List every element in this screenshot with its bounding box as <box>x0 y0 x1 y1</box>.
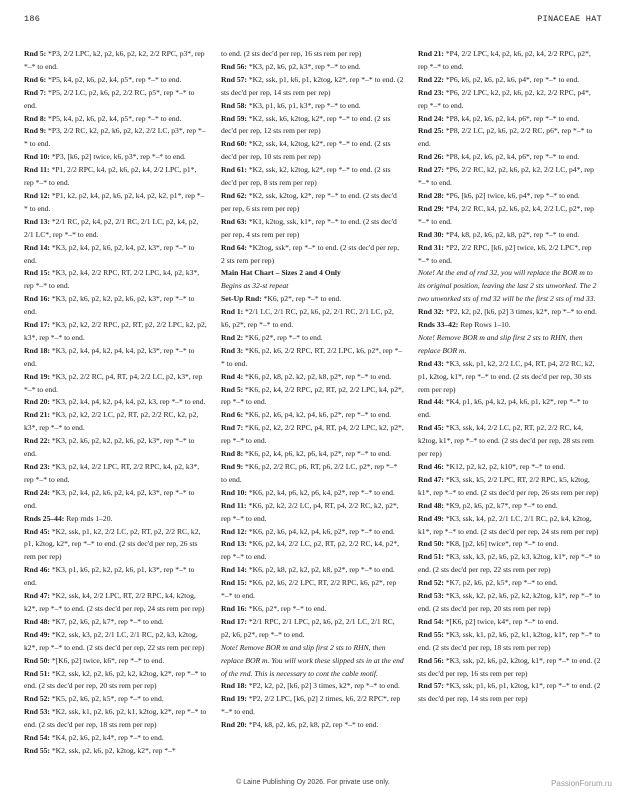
instruction-line <box>418 538 601 551</box>
instruction-line <box>24 693 207 706</box>
round-text: Rep Rows 1–10. <box>458 320 511 330</box>
round-label: Rnd 48: <box>418 500 444 510</box>
instruction-line <box>418 48 601 74</box>
round-text: *[K6, p2] twice, k6*, rep *–* to end. <box>49 655 165 665</box>
instruction-line <box>221 74 404 100</box>
instruction-line <box>418 590 601 616</box>
instruction-line <box>24 461 207 487</box>
instruction-line <box>418 500 601 513</box>
round-text: *K3, p2, k2, 2/2 RPC, p2, RT, p2, 2/2 LPC, k2, p2, k3*, rep *–* to end. <box>24 320 207 342</box>
round-label: Rnd 8: <box>24 113 47 123</box>
instruction-line <box>418 461 601 474</box>
round-text: *P2, k2, p2, [k6, p2] 3 times, k2*, rep *–* to end. <box>443 307 597 317</box>
instruction-line <box>24 732 207 745</box>
round-label: Rnd 52: <box>24 694 50 704</box>
round-text: *P3, [k6, p2] twice, k6, p3*, rep *–* to end. <box>49 152 186 162</box>
round-text: *K6, p2, k6, 2/2 RPC, RT, 2/2 LPC, k6, p2*, rep *–* to end. <box>221 345 403 368</box>
round-label: Rnd 1: <box>221 307 244 317</box>
instruction-line <box>221 616 404 642</box>
instruction-line <box>221 461 404 487</box>
round-label: Rnds 25–44: <box>24 513 65 523</box>
round-text: *K2, ssk, k3, p2, 2/1 LC, 2/1 RC, p2, k3, k2tog, k2*, rep *–* to end. (2 sts dec'd per rep, 22 sts rem per rep) <box>24 629 205 652</box>
instruction-line <box>418 358 601 397</box>
instruction-line <box>418 203 601 229</box>
round-text: *P4, k8, p2, k6, p2, k8, p2, rep *–* to end. <box>246 720 379 730</box>
round-text: *K6, p2, k6, p4, k2, p4, k6, p2*, rep *–* to end. <box>246 526 395 536</box>
round-text: *K2, ssk, k4, k2tog, k2*, rep *–* to end. (2 sts dec'd per rep, 10 sts rem per rep) <box>221 139 391 162</box>
instruction-line <box>221 693 404 719</box>
round-label: Rnd 26: <box>418 152 444 162</box>
instruction-line <box>221 190 404 216</box>
round-label: Rnd 45: <box>418 423 444 433</box>
instruction-line <box>221 577 404 603</box>
round-text: *K3, ssk, k4, 2/2 LC, p2, RT, p2, 2/2 RC, k4, k2tog, k1*, rep *–* to end. (2 sts dec'd per rep, 28 sts rem per rep) <box>418 423 594 459</box>
instruction-line <box>24 345 207 371</box>
round-label: Rnd 4: <box>221 371 244 381</box>
instruction-line <box>221 293 404 306</box>
round-label: Rnd 5: <box>24 49 47 58</box>
instruction-line <box>418 242 601 268</box>
round-text: *K4, p1, k6, p4, k2, p4, k6, p1, k2*, rep *–* to end. <box>418 397 589 420</box>
column-left <box>24 48 207 758</box>
round-label: Rnd 16: <box>221 603 247 613</box>
round-label: Rnd 19: <box>221 694 247 704</box>
round-text: *K12, p2, k2, p2, k10*, rep *–* to end. <box>443 462 566 471</box>
round-label: Rnd 18: <box>221 681 247 691</box>
round-text: *K3, p2, 2/2 RC, p4, RT, p4, 2/2 LC, p2, k3*, rep *–* to end. <box>24 371 203 394</box>
instruction-line <box>24 48 207 74</box>
instruction-line <box>221 526 404 539</box>
instruction-line <box>24 487 207 513</box>
round-text: *K3, p2, k4, p4, k2, p4, k4, p2, k3*, rep *–* to end. <box>24 345 195 368</box>
instruction-note: Note! At the end of rnd 32, you will replace the BOR m to its original position, leaving the last 2 sts unworked. The 2 two unworked sts of rnd 32 will be the first 2 sts of rnd 33. <box>418 268 597 304</box>
round-text: *P6, [k6, p2] twice, k6, p4*, rep *–* to end. <box>443 190 580 200</box>
instruction-line <box>221 164 404 190</box>
round-label: Rnd 18: <box>24 345 50 355</box>
round-label: Rnd 58: <box>221 100 247 110</box>
round-text: *K6, p2*, rep *–* to end. <box>261 294 342 304</box>
round-text: *K6, p2, 2/2 RC, p6, RT, p6, 2/2 LC, p2*, rep *–* to end. <box>221 462 398 484</box>
round-text: *K5, p2, k6, p2, k5*, rep *–* to end. <box>49 694 164 704</box>
round-label: Rnd 14: <box>24 242 50 252</box>
round-text: *K3, p1, k6, p1, k3*, rep *–* to end. <box>246 100 361 110</box>
round-text: *K2, ssk, k2, k2tog, k2*, rep *–* to end. (2 sts dec'd per rep, 8 sts rem per rep) <box>221 165 391 188</box>
round-label: Rnd 32: <box>418 307 444 317</box>
instruction-line <box>24 564 207 590</box>
round-text: *K6, p2, k4, 2/2 LC, p2, RT, p2, 2/2 RC, k4, p2*, rep *–* to end. <box>221 539 400 562</box>
round-label: Rnd 11: <box>221 500 247 510</box>
round-text: *K3, ssk, p1, k6, p1, k2tog, k1*, rep *–* to end. (2 sts dec'd per rep, 14 sts rem per rep) <box>418 681 601 704</box>
round-text: *P6, 2/2 RC, k2, p2, k6, p2, k2, 2/2 LC, p4*, rep *–* to end. <box>418 165 594 188</box>
round-text: *P2, 2/2 LPC, [k6, p2] 2 times, k6, 2/2 RPC*, rep *–* to end. <box>221 694 401 717</box>
round-text: *K2, ssk, k1, p2, k6, p2, k1, k2tog, k2*, rep *–* to end. (2 sts dec'd per rep, 18 sts rem per rep) <box>24 707 207 730</box>
round-label: Rnd 47: <box>24 591 50 601</box>
round-label: Rnd 54: <box>418 616 444 626</box>
round-text: *P5, k4, p2, k6, p2, k4, p5*, rep *–* to end. <box>46 113 182 123</box>
round-label: Rnd 28: <box>418 190 444 200</box>
round-text: to end. (2 sts dec'd per rep, 16 sts rem per rep) <box>221 49 362 58</box>
round-label: Rnd 17: <box>24 320 50 330</box>
instruction-line <box>221 100 404 113</box>
round-text: *K9, p2, k6, p2, k7*, rep *–* to end. <box>443 500 558 510</box>
round-text: *K2, ssk, k6, k2tog, k2*, rep *–* to end. (2 sts dec'd per rep, 12 sts rem per rep) <box>221 113 391 136</box>
instruction-line <box>221 680 404 693</box>
round-text: *K3, ssk, k5, 2/2 LPC, RT, 2/2 RPC, k5, k2tog, k1*, rep *–* to end. (2 sts dec'd per rep, 26 sts rem per rep) <box>418 474 599 497</box>
round-label: Rnd 9: <box>24 126 47 136</box>
round-label: Rnd 57: <box>221 74 247 84</box>
round-text: *P4, k8, p2, k6, p2, k8, p2*, rep *–* to end. <box>443 229 580 239</box>
round-text: *K3, p2, k6, p2, k2, p2, k6, p2, k3*, rep *–* to end. <box>24 294 195 317</box>
round-text: *K6, p2, k2, 2/2 RPC, p4, RT, p4, 2/2 LPC, k2, p2*, rep *–* to end. <box>221 423 404 446</box>
round-text: *P4, 2/2 LPC, k4, p2, k6, p2, k4, 2/2 RPC, p2*, rep *–* to end. <box>418 49 591 71</box>
round-label: Rnd 7: <box>24 87 47 97</box>
section-heading: Main Hat Chart – Sizes 2 and 4 Only <box>221 268 341 278</box>
instruction-line <box>24 396 207 409</box>
instruction-line <box>418 151 601 164</box>
round-text: *K6, p2, k4, p6, k2, p6, k4, p2*, rep *–* to end. <box>243 449 392 459</box>
instruction-note: Note! Remove BOR m and slip first 2 sts to RHN, then replace BOR m. You will work these slipped sts in at the end of the rnd. This is necessary to cont the cable motif. <box>221 642 404 678</box>
instruction-line <box>221 371 404 384</box>
round-text: *P8, k4, p2, k6, p2, k4, p6*, rep *–* to end. <box>443 113 580 123</box>
round-label: Rnd 3: <box>221 345 244 355</box>
instruction-line <box>221 332 404 345</box>
round-label: Rnd 20: <box>221 720 247 730</box>
round-label: Rnd 11: <box>24 165 50 175</box>
round-label: Rnd 12: <box>24 190 50 200</box>
round-text: *[K6, p2] twice, k4*, rep *–* to end. <box>443 616 559 626</box>
round-label: Rnd 24: <box>418 113 444 123</box>
instruction-line <box>418 319 601 332</box>
round-label: Rnd 48: <box>24 616 50 626</box>
instruction-line <box>418 422 601 461</box>
round-label: Rnd 55: <box>418 629 444 639</box>
instruction-line <box>24 125 207 151</box>
instruction-line <box>24 164 207 190</box>
round-text: *K6, p2, k4, p6, k2, p6, k4, p2*, rep *–* to end. <box>246 487 395 497</box>
instruction-line <box>418 629 601 655</box>
instruction-line <box>24 513 207 526</box>
round-text: *K3, p2, k6, p2, k3*, rep *–* to end. <box>246 61 361 71</box>
instruction-line <box>24 706 207 732</box>
round-label: Rnd 21: <box>418 49 444 58</box>
section-subheading: Begins as 32-st repeat <box>221 281 289 291</box>
instruction-line <box>221 345 404 371</box>
round-label: Rnd 22: <box>418 74 444 84</box>
round-label: Rnd 56: <box>418 655 444 665</box>
round-text: *K3, p2, k2, 2/2 LC, p2, RT, p2, 2/2 RC, k2, p2, k3*, rep *–* to end. <box>24 410 199 433</box>
round-text: *K6, p2, k8, p2, k2, p2, k8, p2*, rep *–* to end. <box>243 371 392 381</box>
round-label: Rnds 33–42: <box>418 320 459 330</box>
instruction-line <box>221 48 404 61</box>
column-middle <box>221 48 404 758</box>
round-label: Rnd 27: <box>418 165 444 175</box>
instruction-note: Note! Remove BOR m and slip first 2 sts to RHN, then replace BOR m. <box>418 332 583 355</box>
instruction-line <box>418 74 601 87</box>
instruction-line <box>418 396 601 422</box>
instruction-line <box>221 719 404 732</box>
column-right <box>418 48 601 758</box>
instruction-line <box>24 151 207 164</box>
instruction-line <box>221 61 404 74</box>
round-text: *K1, k2tog, ssk, k1*, rep *–* to end. (2 sts dec'd per rep, 4 sts rem per rep) <box>221 216 397 239</box>
instruction-line <box>221 448 404 461</box>
copyright-footer: © Laine Publishing Oy 2026. For private use only. <box>236 779 390 786</box>
round-text: *P8, k4, p2, k6, p2, k4, p6*, rep *–* to end. <box>443 152 580 162</box>
instruction-line <box>24 319 207 345</box>
page-header <box>24 14 602 24</box>
round-label: Rnd 13: <box>221 539 247 549</box>
round-text: *K6, p2, k2, 2/2 LC, p4, RT, p4, 2/2 RC, k2, p2*, rep *–* to end. <box>221 500 399 523</box>
round-label: Rnd 25: <box>418 126 444 136</box>
instruction-line <box>221 564 404 577</box>
watermark: PassionForum.ru <box>551 779 612 788</box>
round-label: Rnd 15: <box>24 268 50 278</box>
instruction-line <box>24 216 207 242</box>
round-label: Rnd 31: <box>418 242 444 252</box>
round-text: *K3, p2, k4, 2/2 RPC, RT, 2/2 LPC, k4, p2, k3*, rep *–* to end. <box>24 268 200 291</box>
instruction-line <box>221 422 404 448</box>
instruction-line <box>418 87 601 113</box>
round-text: *P1, 2/2 RPC, k4, p2, k6, p2, k4, 2/2 LPC, p1*, rep *–* to end. <box>24 165 197 188</box>
instruction-line <box>418 190 601 203</box>
round-label: Rnd 16: <box>24 294 50 304</box>
instruction-line <box>418 164 601 190</box>
round-text: *P4, 2/2 RC, k4, p2, k6, p2, k4, 2/2 LC, p2*, rep *–* to end. <box>418 203 594 226</box>
instruction-line <box>24 74 207 87</box>
round-text: *K3, p2, k6, p2, k2, p2, k6, p2, k3*, rep *–* to end. <box>24 436 195 459</box>
round-text: *K7, p2, k6, p2, k7*, rep *–* to end. <box>49 616 164 626</box>
round-label: Rnd 19: <box>24 371 50 381</box>
instruction-line <box>221 113 404 139</box>
round-label: Rnd 52: <box>418 578 444 588</box>
instruction-line <box>221 384 404 410</box>
instruction-line <box>418 655 601 681</box>
round-label: Rnd 6: <box>24 74 47 84</box>
round-label: Rnd 13: <box>24 216 50 226</box>
round-label: Rnd 63: <box>221 216 247 226</box>
round-label: Rnd 10: <box>221 487 247 497</box>
round-label: Rnd 57: <box>418 681 444 691</box>
round-text: *P2, k2, p2, [k6, p2] 3 times, k2*, rep *–* to end. <box>246 681 400 691</box>
instruction-line <box>221 500 404 526</box>
round-text: *K6, p2, k8, p2, k2, p2, k8, p2*, rep *–* to end. <box>246 565 395 575</box>
instruction-line <box>24 435 207 461</box>
instruction-line <box>221 409 404 422</box>
round-text: *K3, ssk, k1, p2, k6, p2, k1, k2tog, k1*, rep *–* to end. (2 sts dec'd per rep, 18 sts rem per rep) <box>418 629 601 652</box>
round-text: *P8, 2/2 LC, p2, k6, p2, 2/2 RC, p6*, rep *–* to end. <box>418 126 593 149</box>
round-text: *K3, ssk, p1, k2, 2/2 LC, p4, RT, p4, 2/2 RC, k2, p1, k2tog, k1*, rep *–* to end. (2 sts dec'd per rep, 30 sts rem per rep) <box>418 358 595 394</box>
instruction-line <box>24 242 207 268</box>
round-text: *K6, p2, k4, 2/2 RPC, p2, RT, p2, 2/2 LPC, k4, p2*, rep *–* to end. <box>221 384 404 407</box>
instruction-line <box>24 371 207 397</box>
round-label: Rnd 49: <box>24 629 50 639</box>
round-label: Rnd 62: <box>221 190 247 200</box>
instruction-line <box>24 190 207 216</box>
round-text: *K2, ssk, k4, 2/2 LPC, RT, 2/2 RPC, k4, k2tog, k2*, rep *–* to end. (2 sts dec'd per rep, 24 sts rem per rep) <box>24 591 205 613</box>
round-label: Rnd 46: <box>24 565 50 575</box>
instruction-line <box>24 293 207 319</box>
round-text: *K2, ssk, p1, k6, p1, k2tog, k2*, rep *–* to end. (2 sts dec'd per rep, 14 sts rem per rep) <box>221 74 404 97</box>
instruction-line <box>24 655 207 668</box>
round-label: Rnd 17: <box>221 616 247 626</box>
round-text: *K2, ssk, k2tog, k2*, rep *–* to end. (2 sts dec'd per rep, 6 sts rem per rep) <box>221 190 397 213</box>
round-label: Rnd 45: <box>24 526 50 536</box>
round-label: Rnd 56: <box>221 61 247 71</box>
round-text: *K3, ssk, k4, p2, 2/1 LC, 2/1 RC, p2, k4, k2tog, k1*, rep *–* to end. (2 sts dec'd per rep, 24 sts rem per rep) <box>418 513 599 536</box>
round-text: *K3, ssk, p2, k6, p2, k2tog, k1*, rep *–* to end. (2 sts dec'd per rep, 16 sts rem per rep) <box>418 655 601 678</box>
instruction-line <box>221 306 404 332</box>
round-label: Rnd 23: <box>418 87 444 97</box>
instruction-line <box>24 590 207 616</box>
round-text: *2/1 RPC, 2/1 LPC, p2, k6, p2, 2/1 LC, 2/1 RC, p2, k6, p2*, rep *–* to end. <box>221 616 395 639</box>
instruction-line <box>24 629 207 655</box>
instruction-line <box>418 306 601 319</box>
instruction-line <box>418 680 601 706</box>
round-label: Rnd 54: <box>24 733 50 743</box>
instructions-columns <box>24 48 602 758</box>
round-label: Rnd 9: <box>221 462 244 471</box>
instruction-line <box>221 138 404 164</box>
round-label: Rnd 5: <box>221 384 244 394</box>
round-text: *K8, [p2, k6] twice*, rep *–* to end. <box>443 539 559 549</box>
round-text: *K3, p2, k4, 2/2 LPC, RT, 2/2 RPC, k4, p2, k3*, rep *–* to end. <box>24 462 200 484</box>
instruction-line <box>418 125 601 151</box>
instruction-line <box>221 538 404 564</box>
round-label: Rnd 50: <box>24 655 50 665</box>
round-label: Rnd 10: <box>24 152 50 162</box>
round-label: Rnd 29: <box>418 203 444 213</box>
round-text: *P2, 2/2 RPC, [k6, p2] twice, k6, 2/2 LPC*, rep *–* to end. <box>418 242 592 265</box>
round-text: *K3, p2, k4, p2, k6, p2, k4, p2, k3*, rep *–* to end. <box>24 487 195 510</box>
instruction-line <box>418 577 601 590</box>
page-number: 186 <box>24 14 41 24</box>
round-text: Rep rnds 1–20. <box>64 513 113 523</box>
round-label: Rnd 6: <box>221 410 244 420</box>
instruction-line <box>418 474 601 500</box>
round-label: Rnd 50: <box>418 539 444 549</box>
round-label: Rnd 20: <box>24 397 50 407</box>
round-label: Rnd 30: <box>418 229 444 239</box>
round-label: Rnd 60: <box>221 139 247 149</box>
round-text: *K2, ssk, k2, p2, k6, p2, k2, k2tog, k2*, rep *–* to end. (2 sts dec'd per rep, 20 sts rem per rep) <box>24 668 207 691</box>
instruction-line <box>24 113 207 126</box>
round-label: Rnd 59: <box>221 113 247 123</box>
instruction-line <box>24 668 207 694</box>
round-label: Set-Up Rnd: <box>221 294 262 304</box>
instruction-line <box>24 616 207 629</box>
round-label: Rnd 12: <box>221 526 247 536</box>
round-text: *K3, p1, k6, p2, k2, p2, k6, p1, k3*, rep *–* to end. <box>24 565 195 588</box>
instruction-line <box>221 487 404 500</box>
round-label: Rnd 21: <box>24 410 50 420</box>
round-text: *K2, ssk, p1, k2, 2/2 LC, p2, RT, p2, 2/2 RC, k2, p1, k2tog, k2*, rep *–* to end. (2 sts dec'd per rep, 26 sts rem per rep) <box>24 526 201 562</box>
round-label: Rnd 43: <box>418 358 444 368</box>
instruction-line <box>418 551 601 577</box>
round-text: *K3, p2, k4, p4, k2, p4, k4, p2, k3, rep *–* to end. <box>49 397 206 407</box>
round-text: *P5, 2/2 LC, p2, k6, p2, 2/2 RC, p5*, rep *–* to end. <box>24 87 195 110</box>
round-label: Rnd 22: <box>24 436 50 446</box>
round-text: *K6, p2*, rep *–* to end. <box>243 332 323 342</box>
round-text: *K2tog, ssk*, rep *–* to end. (2 sts dec'd per rep, 2 sts rem per rep) <box>221 242 400 265</box>
round-label: Rnd 55: <box>24 745 50 755</box>
round-text: *P6, 2/2 LPC, k2, p2, k6, p2, k2, 2/2 RPC, p4*, rep *–* to end. <box>418 87 591 110</box>
instruction-line <box>24 745 207 758</box>
round-text: *P6, k6, p2, k6, p2, k6, p4*, rep *–* to end. <box>443 74 580 84</box>
round-text: *2/1 RC, p2, k4, p2, 2/1 RC, 2/1 LC, p2, k4, p2, 2/1 LC*, rep *–* to end. <box>24 216 199 239</box>
instruction-line <box>418 513 601 539</box>
round-label: Rnd 44: <box>418 397 444 407</box>
round-label: Rnd 46: <box>418 462 444 471</box>
instruction-line <box>24 409 207 435</box>
round-text: *K4, p2, k6, p2, k4*, rep *–* to end. <box>49 733 164 743</box>
round-text: *K3, ssk, k2, p2, k6, p2, k2, k2tog, k1*, rep *–* to end. (2 sts dec'd per rep, 20 sts rem per rep) <box>418 591 601 613</box>
round-label: Rnd 61: <box>221 165 247 175</box>
round-text: *P3, 2/2 LPC, k2, p2, k6, p2, k2, 2/2 RPC, p3*, rep *–* to end. <box>24 49 205 71</box>
round-text: *K6, p2, k6, p4, k2, p4, k6, p2*, rep *–* to end. <box>243 410 392 420</box>
round-text: *P5, k4, p2, k6, p2, k4, p5*, rep *–* to end. <box>46 74 182 84</box>
instruction-line <box>24 267 207 293</box>
round-label: Rnd 53: <box>418 591 444 601</box>
round-label: Rnd 47: <box>418 474 444 484</box>
instruction-line <box>418 229 601 242</box>
round-text: *K3, ssk, k3, p2, k6, p2, k3, k2tog, k1*, rep *–* to end. (2 sts dec'd per rep, 22 sts rem per rep) <box>418 552 601 575</box>
instruction-line <box>221 242 404 268</box>
round-text: *P3, 2/2 RC, k2, p2, k6, p2, k2, 2/2 LC, p3*, rep *–* to end. <box>24 126 206 149</box>
pattern-title: PINACEAE HAT <box>537 14 602 24</box>
round-text: *K6, p2*, rep *–* to end. <box>246 603 327 613</box>
round-label: Rnd 2: <box>221 332 244 342</box>
round-label: Rnd 14: <box>221 565 247 575</box>
instruction-line <box>24 87 207 113</box>
round-label: Rnd 7: <box>221 423 244 433</box>
round-label: Rnd 23: <box>24 462 50 471</box>
round-text: *2/1 LC, 2/1 RC, p2, k6, p2, 2/1 RC, 2/1 LC, p2, k6, p2*, rep *–* to end. <box>221 307 394 330</box>
instruction-line <box>418 113 601 126</box>
round-label: Rnd 15: <box>221 578 247 588</box>
instruction-line <box>24 526 207 565</box>
instruction-line <box>221 603 404 616</box>
round-text: *K2, ssk, p2, k6, p2, k2tog, k2*, rep *–* <box>49 745 176 755</box>
round-text: *K3, p2, k4, p2, k6, p2, k4, p2, k3*, rep *–* to end. <box>24 242 195 265</box>
round-label: Rnd 51: <box>418 552 444 562</box>
round-label: Rnd 53: <box>24 707 50 717</box>
round-text: *K6, p2, k6, 2/2 LPC, RT, 2/2 RPC, k6, p2*, rep *–* to end. <box>221 578 397 601</box>
round-label: Rnd 8: <box>221 449 244 459</box>
instruction-line <box>418 616 601 629</box>
round-label: Rnd 51: <box>24 668 50 678</box>
instruction-line <box>221 216 404 242</box>
round-label: Rnd 64: <box>221 242 247 252</box>
round-text: *P1, k2, p2, k4, p2, k6, p2, k4, p2, k2, p1*, rep *–* to end. <box>24 190 205 213</box>
round-text: *K7, p2, k6, p2, k5*, rep *–* to end. <box>443 578 558 588</box>
round-label: Rnd 24: <box>24 487 50 497</box>
round-label: Rnd 49: <box>418 513 444 523</box>
